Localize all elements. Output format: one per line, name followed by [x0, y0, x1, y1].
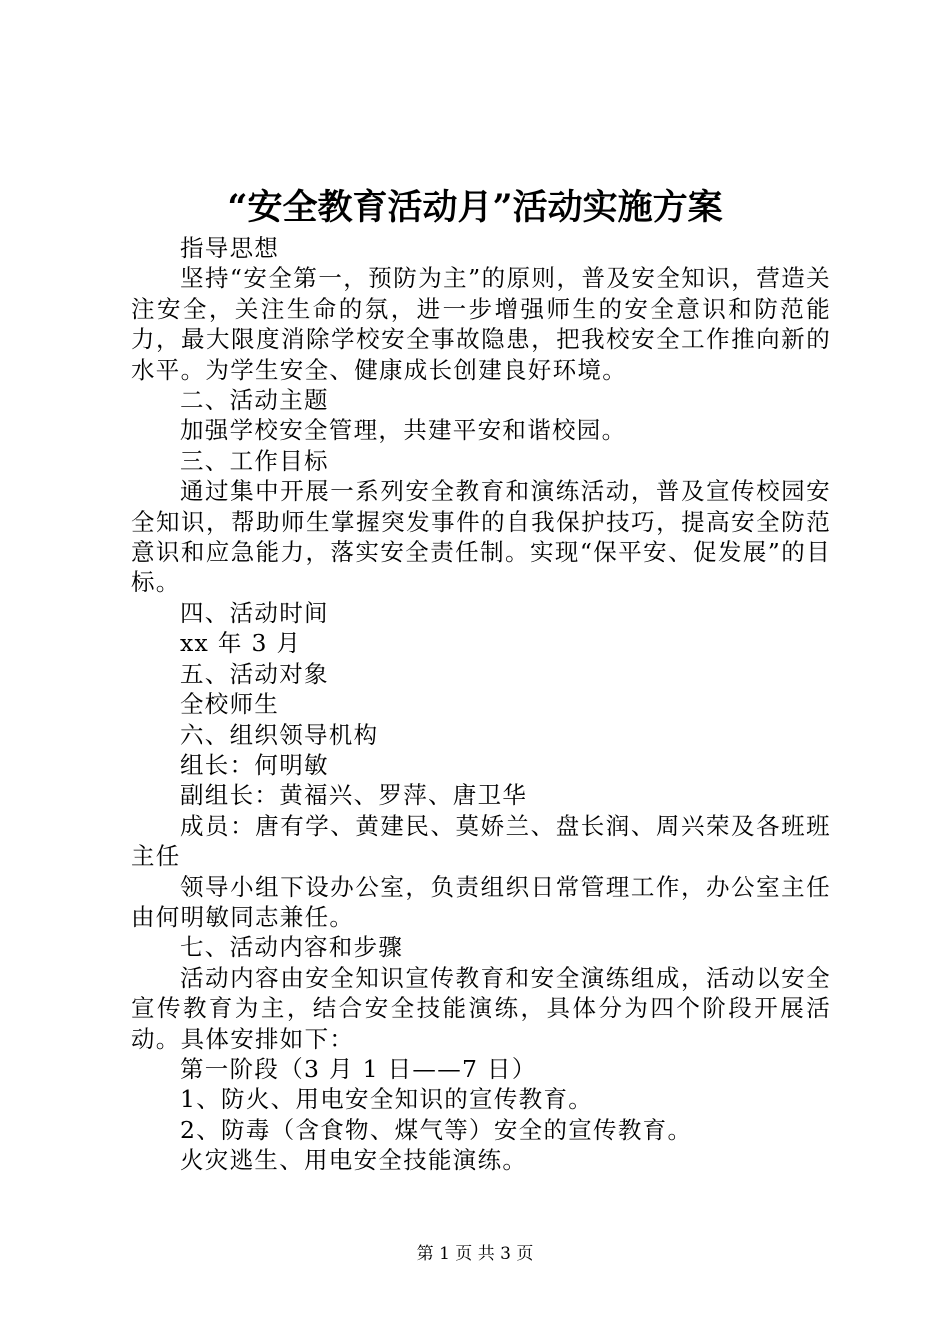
paragraph-members: 成员：唐有学、黄建民、莫娇兰、盘长润、周兴荣及各班班主任: [131, 811, 831, 871]
section-heading-leadership: 六、组织领导机构: [180, 720, 379, 749]
paragraph-content-steps: 活动内容由安全知识宣传教育和安全演练组成，活动以安全宣传教育为主，结合安全技能演练，具体分为四个阶段开展活动。具体安排如下：: [131, 963, 831, 1053]
document-title: “安全教育活动月”活动实施方案: [227, 187, 723, 228]
paragraph-group-leader: 组长：何明敏: [180, 750, 329, 779]
paragraph-activity-time: xx 年 3 月: [180, 629, 302, 658]
document-body: [131, 233, 831, 1176]
paragraph-activity-target: 全校师生: [180, 690, 280, 719]
paragraph-activity-theme: 加强学校安全管理，共建平安和谐校园。: [180, 416, 627, 445]
list-item-poison: 2、防毒（含食物、煤气等）安全的宣传教育。: [180, 1115, 693, 1144]
paragraph-deputy-leaders: 副组长：黄福兴、罗萍、唐卫华: [180, 781, 528, 810]
paragraph-office: 领导小组下设办公室，负责组织日常管理工作，办公室主任由何明敏同志兼任。: [131, 872, 831, 931]
paragraph-drill: 火灾逃生、用电安全技能演练。: [180, 1146, 528, 1175]
paragraph-work-goals: 通过集中开展一系列安全教育和演练活动，普及宣传校园安全知识，帮助师生掌握突发事件的自我保护技巧，提高安全防范意识和应急能力，落实安全责任制。实现“保平安、促发展”的目标。: [131, 477, 831, 597]
section-heading-activity-time: 四、活动时间: [180, 598, 329, 627]
paragraph-guiding-ideology: 坚持“安全第一，预防为主”的原则，普及安全知识，营造关注安全，关注生命的氛，进一步增强师生的安全意识和防范能力，最大限度消除学校安全事故隐患，把我校安全工作推向新的水平。为学生安全、健康成长创建良好环境。: [131, 264, 831, 384]
section-heading-activity-target: 五、活动对象: [180, 659, 329, 688]
list-item-fire-electric: 1、防火、用电安全知识的宣传教育。: [180, 1085, 594, 1114]
section-heading-activity-theme: 二、活动主题: [180, 386, 329, 415]
phase-one-heading: 第一阶段（3 月 1 日——7 日）: [180, 1054, 537, 1083]
page-footer: 第 1 页 共 3 页: [416, 1244, 534, 1264]
section-heading-work-goals: 三、工作目标: [180, 446, 329, 475]
section-heading-content-steps: 七、活动内容和步骤: [180, 933, 404, 962]
section-heading-guiding-ideology: 指导思想: [180, 234, 280, 262]
